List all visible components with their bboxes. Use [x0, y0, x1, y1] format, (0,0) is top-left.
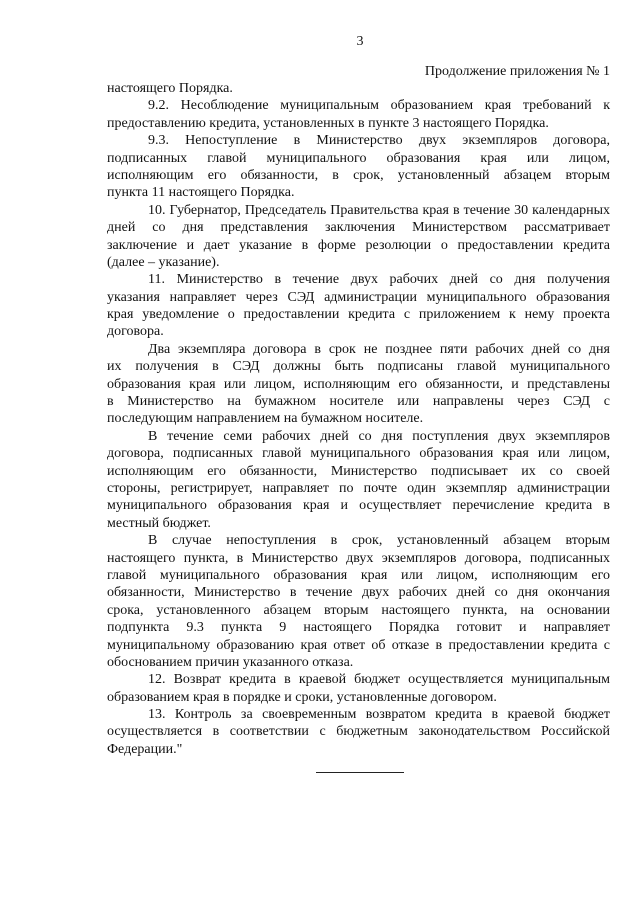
- text-line: (далее – указание).: [107, 254, 220, 270]
- text-line: дней со дня представления заключения Министерством рассматривает: [107, 220, 610, 236]
- end-separator-line: [316, 772, 404, 773]
- text-line: образования края или лицом, исполняющим его обязанности, и представлены: [107, 376, 610, 392]
- text-line: образованием края в порядке и сроки, установленные договором.: [107, 689, 497, 705]
- document-body: [107, 80, 610, 758]
- text-line: исполняющим его обязанности, Министерство подписывает их со своей: [107, 463, 610, 479]
- text-line: местный бюджет.: [107, 515, 211, 531]
- text-line: муниципального образования края и осуществляет перечисление кредита в: [107, 498, 610, 514]
- text-line: 9.2. Несоблюдение муниципальным образованием края требований к: [148, 98, 610, 114]
- text-line: муниципальному образованию края ответ об отказе в предоставлении кредита с: [107, 637, 610, 653]
- paragraph-9-3: [107, 132, 610, 202]
- text-line: настоящего пункта, в Министерство двух экземпляров договора, подписанных: [107, 550, 610, 566]
- text-line: стороны, регистрирует, направляет по почте один экземпляр администрации: [107, 480, 610, 496]
- page-number: 3: [356, 34, 364, 49]
- text-line: В течение семи рабочих дней со дня поступления двух экземпляров: [148, 428, 610, 444]
- text-line: 13. Контроль за своевременным возвратом кредита в краевой бюджет: [148, 707, 610, 723]
- text-line: предоставлению кредита, установленных в пункте 3 настоящего Порядка.: [107, 115, 549, 131]
- text-line: Два экземпляра договора в срок не позднее пяти рабочих дней со дня: [148, 341, 610, 357]
- text-line: края уведомление о предоставлении кредита с приложением к нему проекта: [107, 307, 610, 323]
- text-line: в Министерство на бумажном носителе или направлены через СЭД с: [107, 394, 610, 410]
- text-line: 11. Министерство в течение двух рабочих дней со дня получения: [148, 272, 610, 288]
- text-line: 10. Губернатор, Председатель Правительства края в течение 30 календарных: [148, 202, 610, 218]
- text-line: 12. Возврат кредита в краевой бюджет осуществляется муниципальным: [148, 672, 610, 688]
- text-line: Федерации.": [107, 741, 183, 757]
- text-line: их получения в СЭД должны быть подписаны главой муниципального: [107, 359, 610, 375]
- text-line: обязанности, Министерство в течение двух рабочих дней со дня окончания: [107, 585, 610, 601]
- text-line: договора.: [107, 324, 164, 340]
- text-line: 9.3. Непоступление в Министерство двух экземпляров договора,: [148, 133, 610, 149]
- paragraph-9-2: [107, 97, 610, 132]
- text-line: главой муниципального образования края или лицом, исполняющим его: [107, 567, 610, 583]
- text-line: указания направляет через СЭД администрации муниципального образования: [107, 289, 610, 305]
- text-line: подписанных главой муниципального образования края или лицом,: [107, 150, 610, 166]
- paragraph: [107, 532, 610, 671]
- text-line: В случае непоступления в срок, установленный абзацем вторым: [148, 533, 610, 549]
- appendix-continuation-label: Продолжение приложения № 1: [424, 64, 610, 79]
- text-line: пункта 11 настоящего Порядка.: [107, 185, 295, 201]
- text-line: подпункта 9.3 пункта 9 настоящего Порядка готовит и направляет: [107, 620, 610, 636]
- paragraph-10: [107, 202, 610, 272]
- text-line: последующим направлением на бумажном носителе.: [107, 411, 424, 427]
- text-line: настоящего Порядка.: [107, 81, 233, 96]
- paragraph: [107, 428, 610, 532]
- text-line: осуществляется в соответствии с бюджетным законодательством Российской: [107, 724, 610, 740]
- text-line: договора, подписанных главой муниципального образования края или лицом,: [107, 446, 610, 462]
- paragraph: [107, 80, 610, 97]
- text-line: срока, установленного абзацем вторым настоящего пункта, на основании: [107, 602, 610, 618]
- text-line: заключение и дает указание в форме резолюции о предоставлении кредита: [107, 237, 610, 253]
- paragraph-13: [107, 706, 610, 758]
- paragraph-12: [107, 671, 610, 706]
- paragraph-11: [107, 271, 610, 341]
- text-line: исполняющим его обязанности, в срок, установленный абзацем вторым: [107, 167, 610, 183]
- text-line: обоснованием причин указанного отказа.: [107, 654, 354, 670]
- paragraph: [107, 341, 610, 428]
